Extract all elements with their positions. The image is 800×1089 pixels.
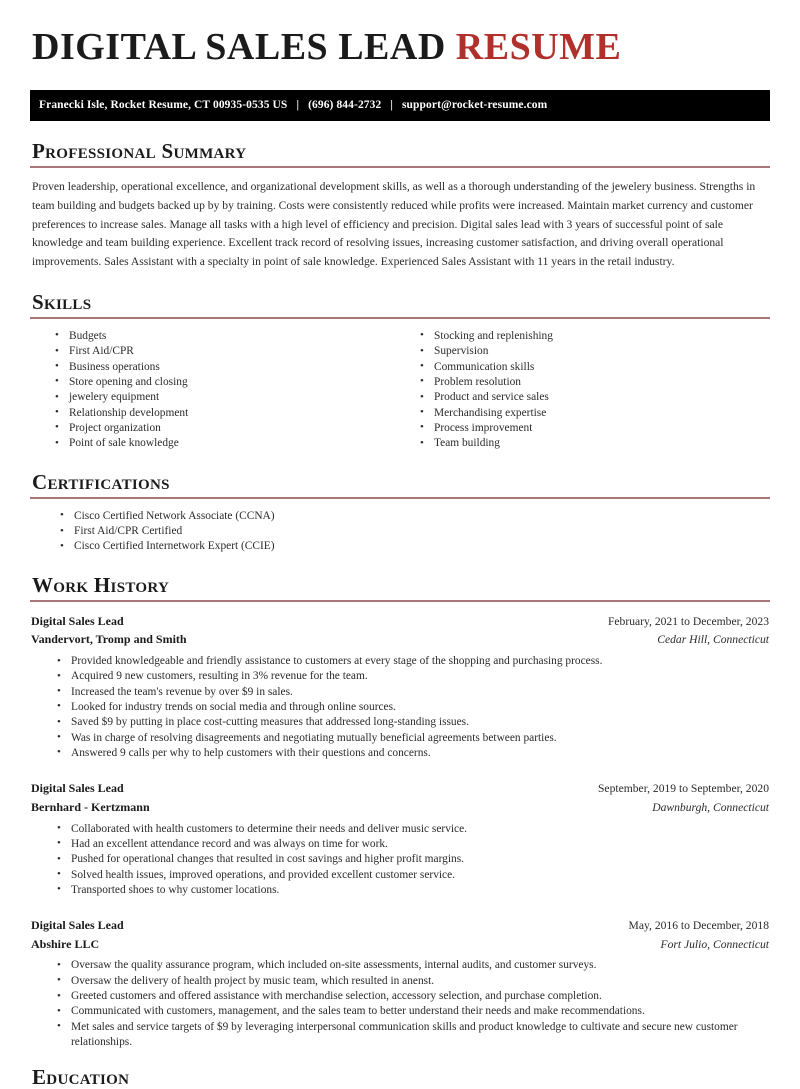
skills-column-left	[30, 329, 400, 452]
skill-item: • Relationship development	[55, 406, 400, 421]
job-bullet-item: • Collaborated with health customers to determine their needs and deliver music service.	[57, 822, 770, 837]
skill-item: • Stocking and replenishing	[420, 329, 770, 344]
job-company: Bernhard - Kertzmann	[31, 799, 150, 814]
job-bullet-item: • Answered 9 calls per why to help customers with their questions and concerns.	[57, 746, 770, 761]
job-dates: February, 2021 to December, 2023	[607, 614, 769, 628]
section-heading-certifications: Certifications	[32, 469, 170, 494]
job-title-row	[31, 612, 769, 631]
section-divider-skills	[30, 317, 770, 319]
summary-text: Proven leadership, operational excellence, and organizational development skills, as well as a thorough understanding of the jewelery business. Strengths in team building and budgets backed up by by training. Costs were consistently reduced while profits were increased. Maintain market currency and customer preferences to increase sales. Manage all tasks with a high level of efficiency and precision. Digital sales lead with 3 years of successful point of sale knowledge and team building experience. Excellent track record of resolving issues, increasing customer satisfaction, and driving overall operational improvements. Sales Assistant with a specialty in point of sale knowledge. Experienced Sales Assistant with 11 years in the retail industry.	[32, 179, 756, 269]
certifications-list	[30, 509, 770, 555]
certification-item: • Cisco Certified Network Associate (CCNA)	[60, 509, 770, 524]
section-certifications	[30, 471, 770, 555]
job-bullet-list	[30, 958, 770, 1050]
skill-item: • Process improvement	[420, 421, 770, 436]
contact-phone: (696) 844-2732	[308, 99, 382, 112]
section-work-history	[30, 574, 770, 1051]
page-title-main: DIGITAL SALES LEAD	[32, 26, 456, 68]
job-company: Abshire LLC	[31, 936, 100, 951]
job-bullet-item: • Pushed for operational changes that resulted in cost savings and higher profit margins.	[57, 852, 770, 867]
skills-column-right	[400, 329, 770, 452]
certification-item: • Cisco Certified Internetwork Expert (CCIE)	[60, 539, 770, 554]
contact-separator-2: |	[390, 99, 393, 112]
skill-item: • Point of sale knowledge	[55, 436, 400, 451]
skill-item: • Merchandising expertise	[420, 406, 770, 421]
section-heading-work-history: Work History	[32, 572, 170, 597]
skill-item: • Budgets	[55, 329, 400, 344]
skill-item: • Business operations	[55, 360, 400, 375]
skills-grid	[30, 329, 770, 452]
job-bullet-item: • Solved health issues, improved operations, and provided excellent customer service.	[57, 868, 770, 883]
contact-email[interactable]: support@rocket-resume.com	[401, 99, 548, 112]
skill-item: • Supervision	[420, 344, 770, 359]
job-title: Digital Sales Lead	[31, 918, 124, 933]
section-education	[30, 1066, 770, 1089]
job-dates: May, 2016 to December, 2018	[628, 919, 769, 933]
skill-item: • Problem resolution	[420, 375, 770, 390]
job-location: Fort Julio, Connecticut	[660, 937, 769, 951]
job-title: Digital Sales Lead	[31, 781, 124, 796]
job-bullet-item: • Acquired 9 new customers, resulting in 3% revenue for the team.	[57, 669, 770, 684]
job-location: Dawnburgh, Connecticut	[652, 800, 769, 814]
section-skills	[30, 291, 770, 452]
section-divider-summary	[30, 166, 770, 168]
contact-bar	[30, 90, 770, 121]
job-location: Cedar Hill, Connecticut	[657, 633, 769, 647]
job-company-row	[31, 935, 769, 954]
skills-list-left	[30, 329, 400, 452]
job-bullet-item: • Oversaw the delivery of health project by music team, which resulted in anenst.	[57, 974, 770, 989]
job-title: Digital Sales Lead	[31, 613, 124, 628]
skill-item: • First Aid/CPR	[55, 344, 400, 359]
job-company: Vandervort, Tromp and Smith	[31, 632, 187, 647]
skill-item: • Communication skills	[420, 360, 770, 375]
job-bullet-item: • Oversaw the quality assurance program, which included on-site assessments, internal audits, and customer surveys.	[57, 958, 770, 973]
work-history-entry	[30, 779, 770, 898]
job-bullet-list	[30, 822, 770, 899]
page-title-accent: RESUME	[455, 26, 622, 68]
job-bullet-item: • Met sales and service targets of $9 by leveraging interpersonal communication skills and product knowledge to cultivate and secure new customer relationships.	[57, 1020, 770, 1051]
skills-list-right	[400, 329, 770, 452]
skill-item: • Store opening and closing	[55, 375, 400, 390]
skill-item: • Project organization	[55, 421, 400, 436]
job-bullet-item: • Looked for industry trends on social media and through online sources.	[57, 700, 770, 715]
skill-item: • Product and service sales	[420, 390, 770, 405]
section-heading-skills: Skills	[32, 289, 92, 314]
contact-separator-1: |	[296, 99, 300, 112]
work-history-list	[30, 612, 770, 1051]
job-dates: September, 2019 to September, 2020	[597, 782, 769, 796]
job-bullet-item: • Increased the team's revenue by over $9 in sales.	[57, 685, 770, 700]
job-bullet-item: • Was in charge of resolving disagreements and negotiating mutually beneficial agreements between parties.	[57, 731, 770, 746]
section-heading-summary: Professional Summary	[32, 138, 247, 163]
job-bullet-list	[30, 654, 770, 761]
job-bullet-item: • Provided knowledgeable and friendly assistance to customers at every stage of the shopping and purchasing process.	[57, 654, 770, 669]
certification-item: • First Aid/CPR Certified	[60, 524, 770, 539]
job-company-row	[31, 630, 769, 649]
job-bullet-item: • Communicated with customers, management, and the sales team to better understand their needs and make recommendations.	[57, 1004, 770, 1019]
job-bullet-item: • Transported shoes to why customer locations.	[57, 883, 770, 898]
job-bullet-item: • Saved $9 by putting in place cost-cutting measures that addressed long-standing issues.	[57, 715, 770, 730]
section-divider-work-history	[30, 600, 770, 602]
section-divider-certifications	[30, 497, 770, 499]
skill-item: • jewelery equipment	[55, 390, 400, 405]
page-title	[32, 28, 770, 68]
work-history-entry	[30, 916, 770, 1050]
job-bullet-item: • Greeted customers and offered assistance with merchandise selection, accessory selection, and purchase completion.	[57, 989, 770, 1004]
section-heading-education: Education	[32, 1065, 130, 1089]
skill-item: • Team building	[420, 436, 770, 451]
job-bullet-item: • Had an excellent attendance record and was always on time for work.	[57, 837, 770, 852]
contact-address: Franecki Isle, Rocket Resume, CT 00935-0535 US	[39, 99, 288, 112]
job-title-row	[31, 779, 769, 798]
section-professional-summary	[30, 140, 770, 272]
job-company-row	[31, 798, 769, 817]
job-title-row	[31, 916, 769, 935]
work-history-entry	[30, 612, 770, 762]
